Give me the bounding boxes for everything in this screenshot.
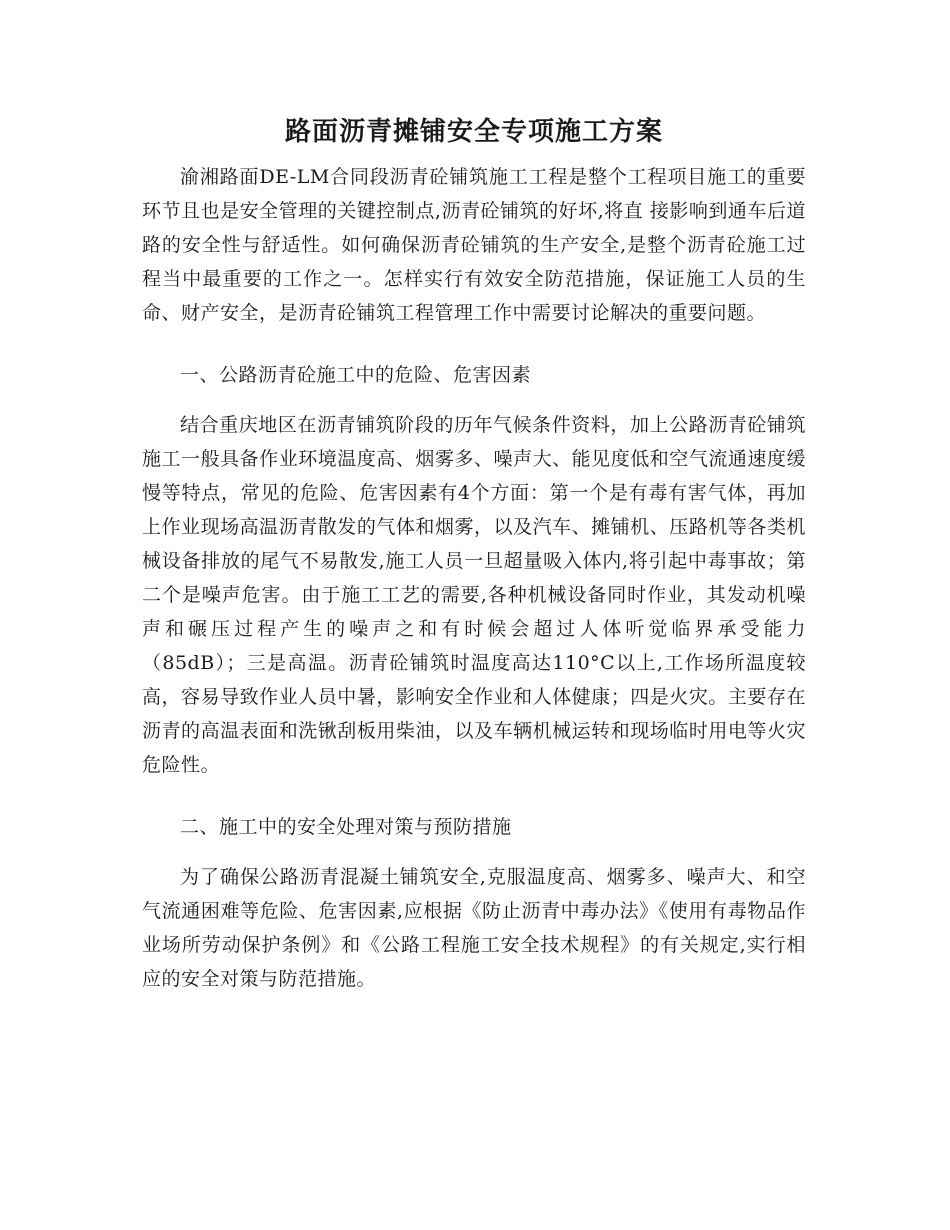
document-title: 路面沥青摊铺安全专项施工方案 xyxy=(284,117,663,147)
document-body xyxy=(142,104,806,996)
section-2-heading: 二、施工中的安全处理对策与预防措施 xyxy=(180,816,512,838)
spacer xyxy=(142,330,806,358)
spacer xyxy=(142,844,806,860)
spacer xyxy=(142,392,806,408)
section-1-heading: 一、公路沥青砼施工中的危险、危害因素 xyxy=(180,364,532,386)
spacer xyxy=(142,782,806,810)
intro-paragraph: 渝湘路面DE-LM合同段沥青砼铺筑施工工程是整个工程项目施工的重要环节且也是安全管理的关键控制点,沥青砼铺筑的好坏,将直 接影响到通车后道路的安全性与舒适性。如何确保沥青砼铺筑的生产安全,是整个沥青砼施工过程当中最重要的工作之一。怎样实行有效安全防范措施，保证施工人员的生命、财产安全，是沥青砼铺筑工程管理工作中需要讨论解决的重要问题。 xyxy=(142,166,806,324)
section-1-paragraph: 结合重庆地区在沥青铺筑阶段的历年气候条件资料，加上公路沥青砼铺筑施工一般具备作业环境温度高、烟雾多、噪声大、能见度低和空气流通速度缓慢等特点，常见的危险、危害因素有4个方面：第一个是有毒有害气体，再加上作业现场高温沥青散发的气体和烟雾，以及汽车、摊铺机、压路机等各类机械设备排放的尾气不易散发,施工人员一旦超量吸入体内,将引起中毒事故；第二个是噪声危害。由于施工工艺的需要,各种机械设备同时作业，其发动机噪声和碾压过程产生的噪声之和有时候会超过人体听觉临界承受能力（85dB）；三是高温。沥青砼铺筑时温度高达110°C以上,工作场所温度较高，容易导致作业人员中暑，影响安全作业和人体健康；四是火灾。主要存在沥青的高温表面和洗锹刮板用柴油，以及车辆机械运转和现场临时用电等火灾危险性。 xyxy=(142,414,806,776)
section-2-paragraph: 为了确保公路沥青混凝土铺筑安全,克服温度高、烟雾多、噪声大、和空气流通困难等危险、危害因素,应根据《防止沥青中毒办法》《使用有毒物品作业场所劳动保护条例》和《公路工程施工安全技术规程》的有关规定,实行相应的安全对策与防范措施。 xyxy=(142,866,806,990)
